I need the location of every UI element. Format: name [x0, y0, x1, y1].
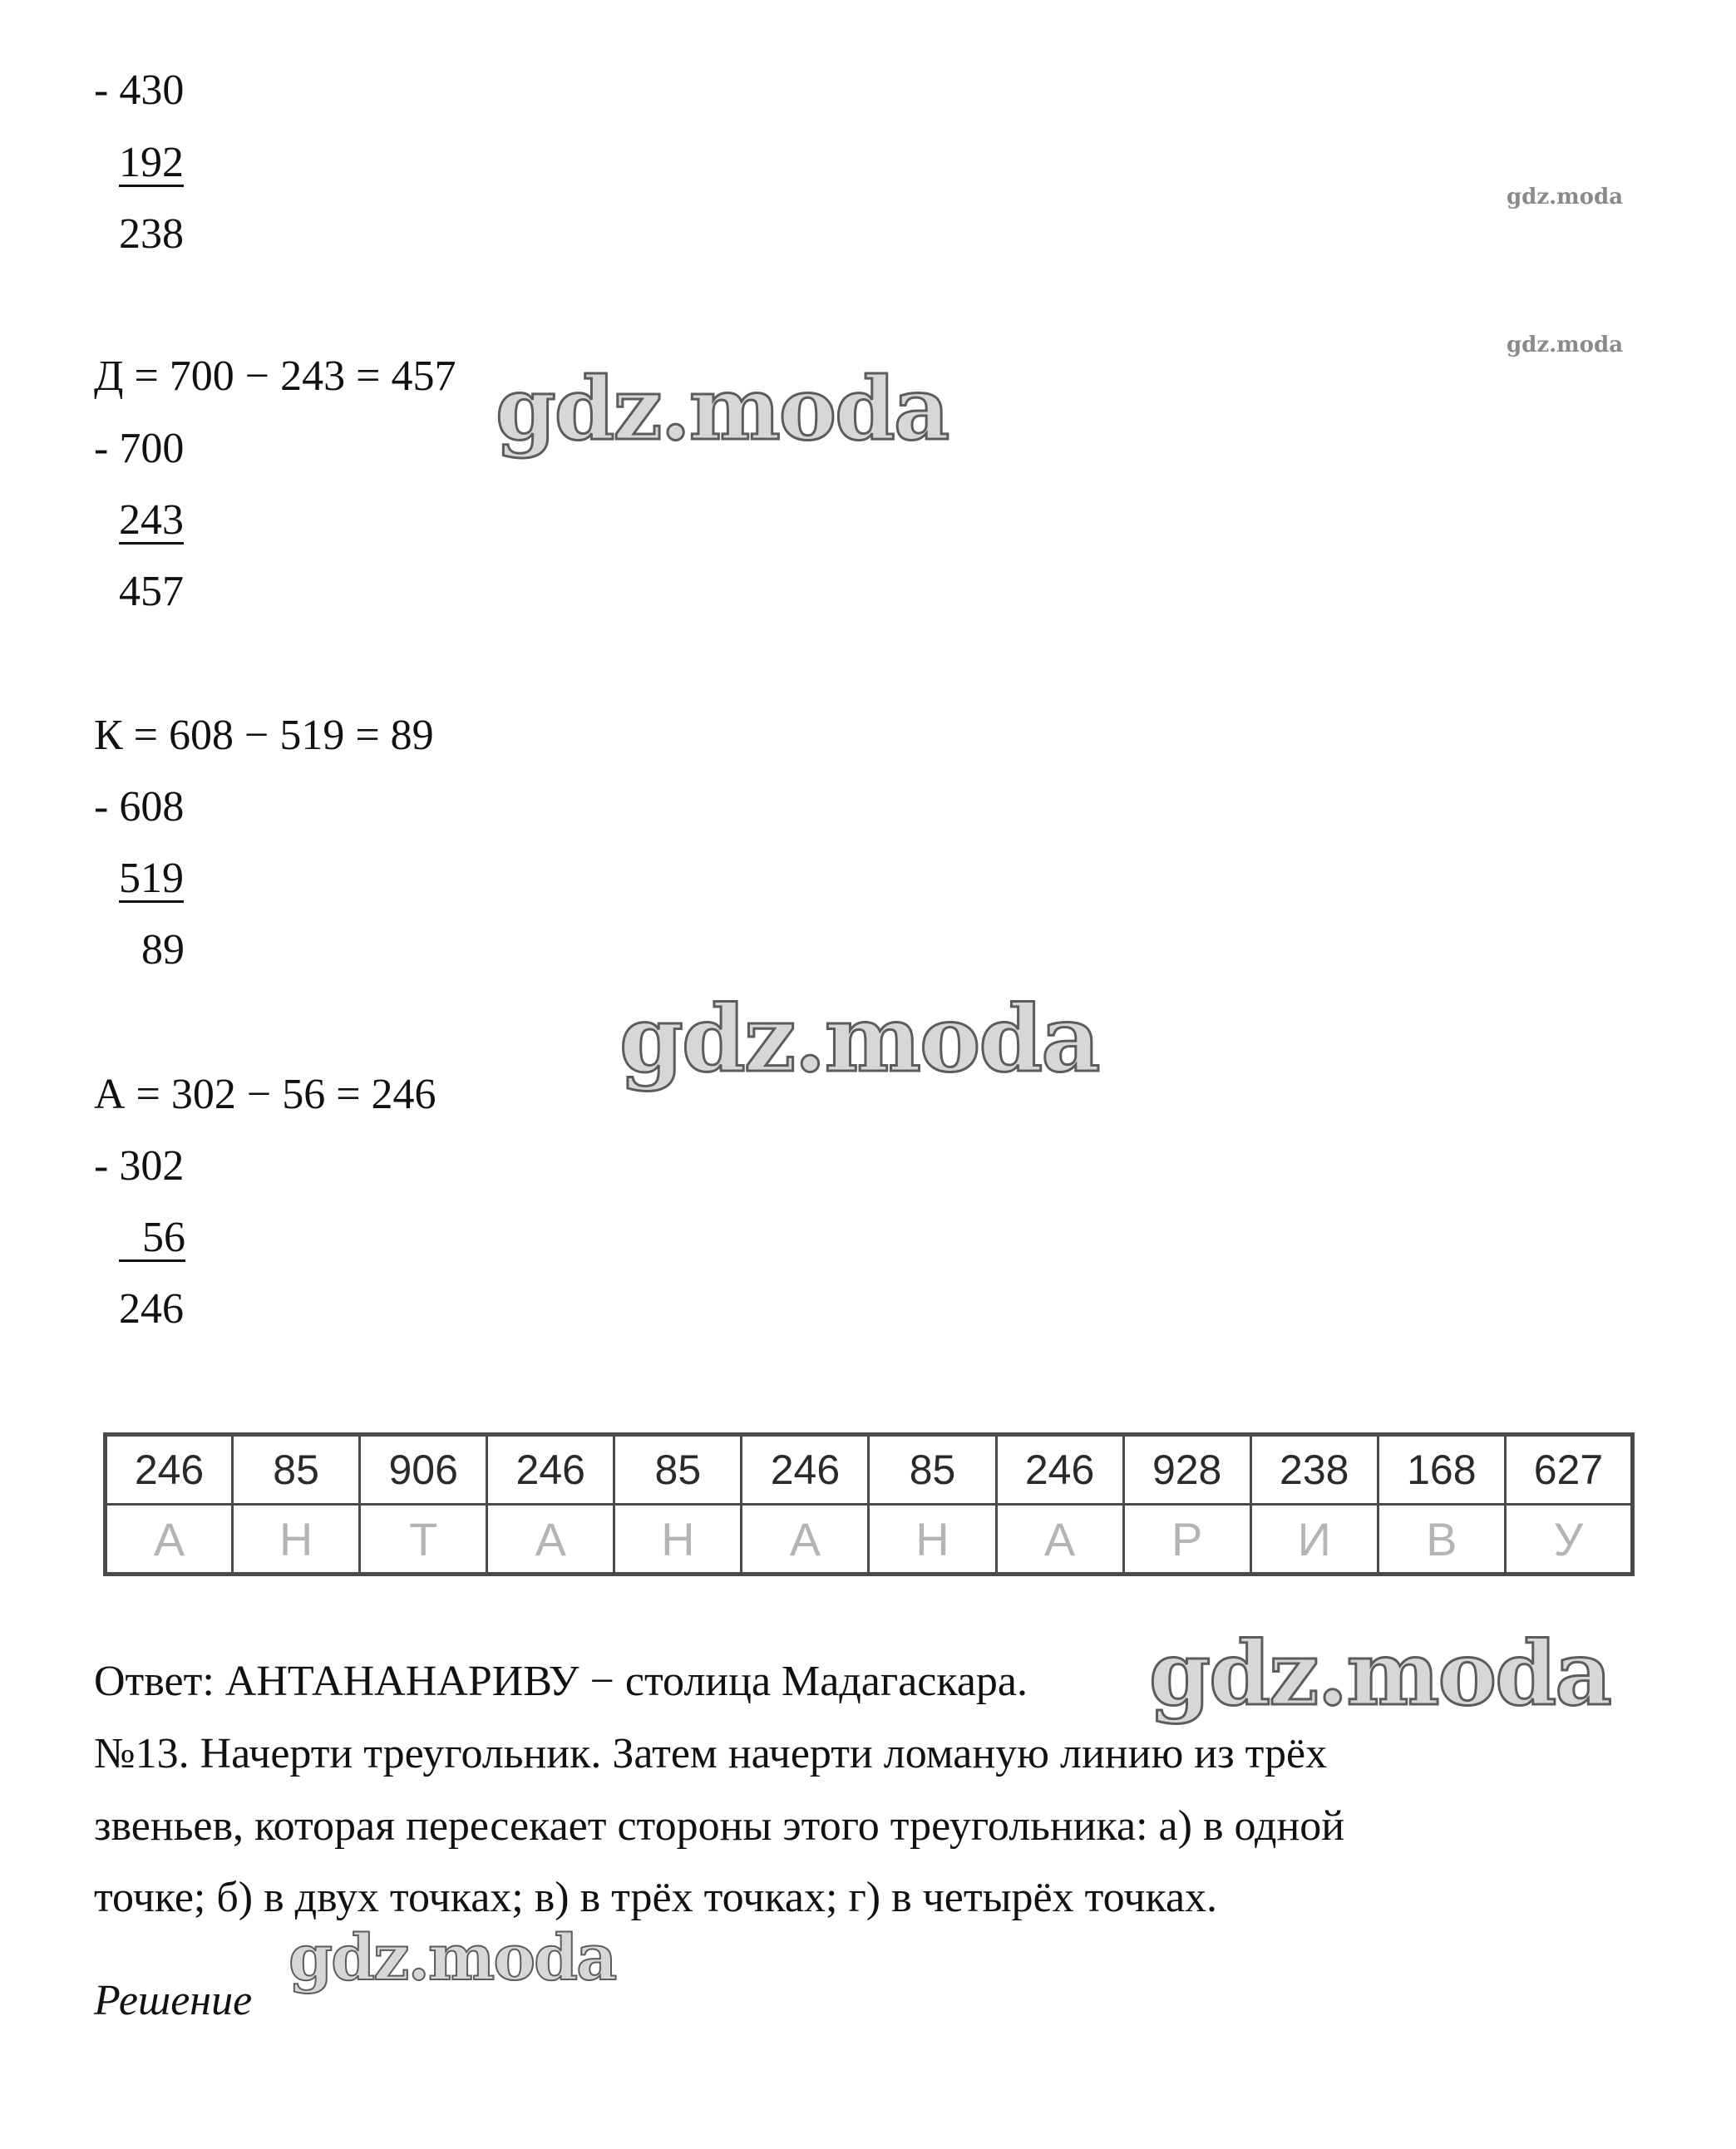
cipher-letter-cell: Н — [614, 1505, 742, 1575]
cipher-letter-cell: У — [1505, 1505, 1632, 1575]
cipher-letter-cell: А — [487, 1505, 614, 1575]
block3-subtrahend-text: 56 — [119, 1216, 185, 1262]
block2-subtrahend-text: 519 — [119, 855, 184, 902]
block3-line-subtrahend — [119, 1213, 185, 1263]
block1-line-subtrahend — [119, 495, 184, 545]
task-line-2: звеньев, которая пересекает стороны этого треугольника: а) в одной — [94, 1802, 1345, 1850]
cipher-number-cell: 627 — [1505, 1435, 1632, 1505]
cipher-number-cell: 85 — [869, 1435, 996, 1505]
watermark-small-1: gdz.moda — [1507, 185, 1624, 209]
block0-subtrahend-text: 192 — [119, 139, 184, 186]
cipher-number-cell: 928 — [1123, 1435, 1250, 1505]
block2-line-minuend: - 608 — [94, 783, 185, 831]
task-line-1: №13. Начерти треугольник. Затем начерти ломаную линию из трёх — [94, 1730, 1328, 1777]
watermark-small-2: gdz.moda — [1507, 333, 1624, 357]
cipher-letter-cell: И — [1250, 1505, 1378, 1575]
task-line-3: точке; б) в двух точках; в) в трёх точках; г) в четырёх точках. — [94, 1874, 1218, 1921]
watermark-large-1: gdz.moda — [496, 357, 949, 460]
block3-line-minuend: - 302 — [94, 1142, 185, 1190]
block3-equation: А = 302 − 56 = 246 — [94, 1071, 436, 1118]
cipher-letter-cell: Н — [233, 1505, 360, 1575]
block0-line-subtrahend — [119, 138, 184, 188]
block1-line-result: 457 — [119, 568, 184, 615]
cipher-letter-cell: А — [742, 1505, 869, 1575]
cipher-number-cell: 246 — [106, 1435, 233, 1505]
watermark-large-2: gdz.moda — [619, 985, 1099, 1092]
block0-line-result: 238 — [119, 210, 184, 258]
solution-label: Решение — [94, 1977, 253, 2024]
cipher-letter-cell: А — [106, 1505, 233, 1575]
block3-line-result: 246 — [119, 1285, 184, 1333]
cipher-number-cell: 85 — [233, 1435, 360, 1505]
block1-subtrahend-text: 243 — [119, 496, 184, 544]
cipher-letter-cell: Н — [869, 1505, 996, 1575]
block2-line-subtrahend — [119, 854, 184, 904]
block0-line-minuend: - 430 — [94, 67, 185, 114]
block2-equation: К = 608 − 519 = 89 — [94, 712, 434, 759]
cipher-numbers-row — [106, 1435, 1633, 1505]
cipher-table — [103, 1432, 1635, 1576]
cipher-letter-cell: Р — [1123, 1505, 1250, 1575]
cipher-number-cell: 246 — [996, 1435, 1123, 1505]
cipher-number-cell: 85 — [614, 1435, 742, 1505]
cipher-letter-cell: Т — [360, 1505, 487, 1575]
cipher-number-cell: 246 — [742, 1435, 869, 1505]
cipher-number-cell: 238 — [1250, 1435, 1378, 1505]
cipher-letter-cell: А — [996, 1505, 1123, 1575]
cipher-number-cell: 246 — [487, 1435, 614, 1505]
block1-line-minuend: - 700 — [94, 425, 185, 472]
watermark-large-3: gdz.moda — [1149, 1621, 1610, 1725]
block2-line-result: 89 — [141, 926, 185, 973]
watermark-large-4: gdz.moda — [289, 1920, 616, 1994]
cipher-letter-cell: В — [1378, 1505, 1505, 1575]
cipher-number-cell: 168 — [1378, 1435, 1505, 1505]
cipher-letters-row — [106, 1505, 1633, 1575]
answer-text: Ответ: АНТАНАНАРИВУ − столица Мадагаскара. — [94, 1658, 1028, 1705]
block1-equation: Д = 700 − 243 = 457 — [94, 352, 456, 400]
cipher-number-cell: 906 — [360, 1435, 487, 1505]
